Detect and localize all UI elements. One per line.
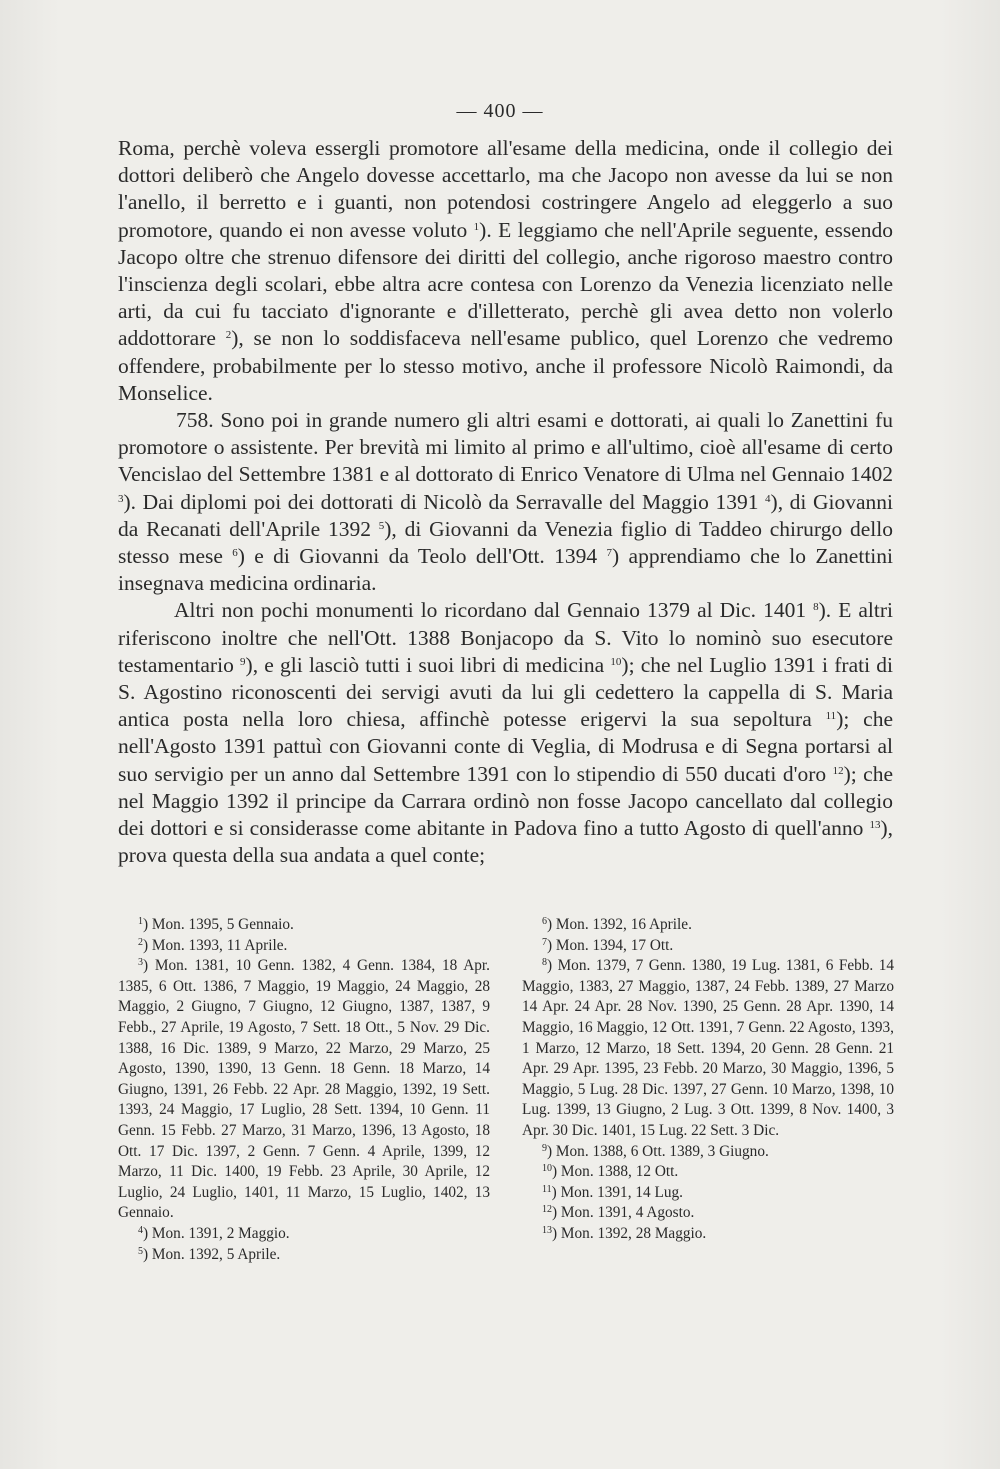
footnote-text: Mon. 1392, 28 Maggio. xyxy=(560,1224,707,1242)
footnote-text: Mon. 1388, 6 Ott. 1389, 3 Giugno. xyxy=(555,1142,769,1160)
footnote-ref[interactable]: 3 xyxy=(118,492,124,505)
footnote-ref[interactable]: 11 xyxy=(825,710,837,723)
body-paragraph xyxy=(118,407,893,597)
footnote-paren: ) xyxy=(552,1204,561,1222)
text-run: ), e gli lasciò tutti i suoi libri di medicina xyxy=(245,652,611,677)
footnote-ref[interactable]: 8 xyxy=(813,601,819,614)
footnote xyxy=(522,956,894,1141)
footnote-number: 12 xyxy=(542,1204,552,1216)
footnote-number: 11 xyxy=(542,1183,552,1195)
footnote-paren: ) xyxy=(552,1163,561,1181)
footnote xyxy=(118,915,490,936)
footnote-paren: ) xyxy=(552,1224,561,1242)
text-run: Altri non pochi monumenti lo ricordano dal Gennaio 1379 al Dic. 1401 xyxy=(174,598,814,623)
footnote-text: Mon. 1394, 17 Ott. xyxy=(555,936,674,954)
footnote-number: 5 xyxy=(138,1245,143,1257)
text-run: ). Dai diplomi poi dei dottorati di Nicolò da Serravalle del Maggio 1391 xyxy=(123,489,766,514)
footnote-ref[interactable]: 7 xyxy=(606,547,613,560)
footnote-paren: ) xyxy=(547,936,556,954)
text-run: ), prova questa della sua andata a quel conte; xyxy=(118,816,893,868)
footnote-paren: ) xyxy=(143,916,152,933)
footnote-paren: ) xyxy=(547,957,558,975)
footnote-ref[interactable]: 10 xyxy=(610,655,622,668)
footnotes-left-column xyxy=(118,915,490,1265)
footnote-ref[interactable]: 4 xyxy=(765,492,771,505)
footnote xyxy=(522,1224,894,1245)
footnote-ref[interactable]: 13 xyxy=(869,819,881,832)
footnote-text: Mon. 1392, 16 Aprile. xyxy=(555,916,692,933)
footnote-paren: ) xyxy=(143,936,152,954)
footnote-number: 2 xyxy=(138,936,143,948)
footnote-number: 8 xyxy=(542,957,547,969)
footnote-number: 6 xyxy=(542,916,547,927)
footnote-paren: ) xyxy=(143,957,155,975)
footnote xyxy=(118,1245,490,1266)
text-run: 758. Sono poi in grande numero gli altri esami e dottorati, ai quali lo Zanettini fu promotore o assistente. Per brevità mi limito al primo e all'ultimo, cioè all'esame di certo Vencislao del Settembre 1381 e al dottorato di Enrico Venatore di Ulma nel Gennaio 1402 xyxy=(118,408,893,487)
text-run: ) apprendiamo che lo Zanettini insegnava medicina ordinaria. xyxy=(118,544,893,596)
footnote-paren: ) xyxy=(143,1224,152,1242)
text-run: ). E altri riferiscono inoltre che nell'Ott. 1388 Bonjacopo da S. Vito lo nominò suo esecutore testamentario xyxy=(118,598,893,677)
footnote xyxy=(522,915,894,936)
text-run: ), di Giovanni da Venezia figlio di Taddeo chirurgo dello stesso mese xyxy=(118,516,893,569)
footnote-ref[interactable]: 2 xyxy=(225,329,232,342)
footnote-ref[interactable]: 1 xyxy=(473,220,480,233)
body-paragraph xyxy=(118,135,893,407)
footnote-number: 7 xyxy=(542,936,547,948)
footnote xyxy=(118,936,490,957)
footnote-paren: ) xyxy=(547,1142,556,1160)
footnote-ref[interactable]: 9 xyxy=(240,655,246,668)
footnote-number: 4 xyxy=(138,1224,143,1236)
text-run: ), se non lo soddisfaceva nell'esame publico, quel Lorenzo che vedremo offendere, probabilmente per lo stesso motivo, anche il professore Nicolò Raimondi, da Monselice. xyxy=(118,326,893,405)
footnote-text: Mon. 1381, 10 Genn. 1382, 4 Genn. 1384, 18 Apr. 1385, 6 Ott. 1386, 7 Maggio, 19 Maggio, 24 Maggio, 28 Maggio, 2 Giugno, 7 Giugno, 12 Giugno, 1387, 1387, 9 Febb., 27 Aprile, 19 Agosto, 7 Sett. 18 Ott., 5 Nov. 29 Dic. 1388, 16 Dic. 1389, 9 Marzo, 22 Marzo, 29 Marzo, 25 Agosto, 1390, 1390, 13 Genn. 18 Genn. 18 Marzo, 14 Giugno, 1391, 26 Febb. 22 Apr. 28 Maggio, 1392, 19 Sett. 1393, 24 Maggio, 17 Luglio, 28 Sett. 1394, 10 Genn. 11 Genn. 15 Febb. 27 Marzo, 31 Marzo, 1396, 13 Agosto, 18 Ott. 17 Dic. 1397, 2 Genn. 7 Genn. 4 Aprile, 1399, 12 Marzo, 11 Dic. 1400, 19 Febb. 23 Aprile, 30 Aprile, 12 Luglio, 24 Luglio, 1401, 11 Marzo, 15 Luglio, 1402, 13 Gennaio. xyxy=(118,957,491,1222)
text-run: ); che nell'Agosto 1391 pattuì con Giovanni conte di Veglia, di Modrusa e di Segna portarsi al suo servigio per un anno dal Settembre 1391 con lo stipendio di 550 ducati d'oro xyxy=(118,707,893,786)
footnote xyxy=(118,1224,490,1245)
footnote-text: Mon. 1391, 2 Maggio. xyxy=(151,1224,290,1242)
footnotes-right-column xyxy=(522,915,894,1245)
footnote-text: Mon. 1393, 11 Aprile. xyxy=(151,936,288,954)
footnote-text: Mon. 1392, 5 Aprile. xyxy=(151,1245,281,1263)
footnote-text: Mon. 1391, 14 Lug. xyxy=(560,1183,683,1201)
body-paragraph xyxy=(118,597,893,869)
footnote-number: 13 xyxy=(542,1224,552,1236)
text-run: Roma, perchè voleva essergli promotore all'esame della medicina, onde il collegio dei dottori deliberò che Angelo dovesse accettarlo, ma che Jacopo non avesse da lui se non l'anello, il berretto e i guanti, non potendosi costringere Angelo ad eleggerlo a suo promotore, quando ei non avesse voluto xyxy=(118,136,893,242)
footnote-ref[interactable]: 12 xyxy=(832,764,844,777)
footnote-paren: ) xyxy=(547,916,556,933)
text-run: ) e di Giovanni da Teolo dell'Ott. 1394 xyxy=(237,544,607,569)
footnote xyxy=(522,1183,894,1204)
footnote xyxy=(522,936,894,957)
footnote-number: 10 xyxy=(542,1163,552,1175)
footnote-ref[interactable]: 6 xyxy=(232,547,238,560)
page-number: — 400 — xyxy=(456,100,544,122)
footnote xyxy=(522,1203,894,1224)
footnote-paren: ) xyxy=(143,1245,152,1263)
footnote-ref[interactable]: 5 xyxy=(378,519,385,532)
footnote-text: Mon. 1379, 7 Genn. 1380, 19 Lug. 1381, 6 Febb. 14 Maggio, 1383, 27 Maggio, 1387, 24 Febb. 1389, 27 Marzo 14 Apr. 24 Apr. 28 Nov. 1390, 25 Genn. 28 Apr. 1390, 14 Maggio, 16 Maggio, 12 Ott. 1391, 7 Genn. 22 Agosto, 1393, 1 Marzo, 12 Marzo, 18 Sett. 1394, 20 Genn. 28 Genn. 21 Apr. 29 Apr. 1395, 23 Febb. 20 Marzo, 30 Maggio, 1396, 5 Maggio, 5 Lug. 28 Dic. 1397, 27 Genn. 10 Marzo, 1398, 10 Lug. 1399, 13 Giugno, 2 Lug. 3 Ott. 1399, 8 Nov. 1400, 3 Apr. 30 Dic. 1401, 15 Lug. 22 Sett. 3 Dic. xyxy=(522,957,895,1139)
text-run: ), di Giovanni da Recanati dell'Aprile 1392 xyxy=(118,489,893,541)
text-run: ). E leggiamo che nell'Aprile seguente, essendo Jacopo oltre che strenuo difensore dei diritti del collegio, anche rigoroso maestro contro l'inscienza degli scolari, ebbe altra acre contesa con Lorenzo da Venezia licenziato nelle arti, da cui fu tacciato d'ignorante e d'illetterato, perchè gli avea detto non volerlo addottorare xyxy=(118,217,893,351)
footnote-paren: ) xyxy=(551,1183,561,1201)
footnote-number: 3 xyxy=(138,957,143,969)
footnote-text: Mon. 1395, 5 Gennaio. xyxy=(151,916,294,933)
footnote-number: 9 xyxy=(542,1142,547,1154)
text-run: ); che nel Maggio 1392 il principe da Carrara ordinò non fosse Jacopo cancellato dal collegio dei dottori e si considerasse come abitante in Padova fino a tutto Agosto di quell'anno xyxy=(118,761,894,841)
footnote-text: Mon. 1391, 4 Agosto. xyxy=(560,1204,695,1222)
footnote xyxy=(118,956,490,1224)
footnote xyxy=(522,1162,894,1183)
footnote-number: 1 xyxy=(138,916,143,927)
footnote-text: Mon. 1388, 12 Ott. xyxy=(560,1163,679,1181)
footnote xyxy=(522,1142,894,1163)
main-text xyxy=(118,135,893,869)
text-run: ); che nel Luglio 1391 i frati di S. Agostino riconoscenti dei servigi avuti da lui gli cedettero la cappella di S. Maria antica posta nella loro chiesa, affinchè potesse erigervi la sua sepoltura xyxy=(118,652,893,732)
